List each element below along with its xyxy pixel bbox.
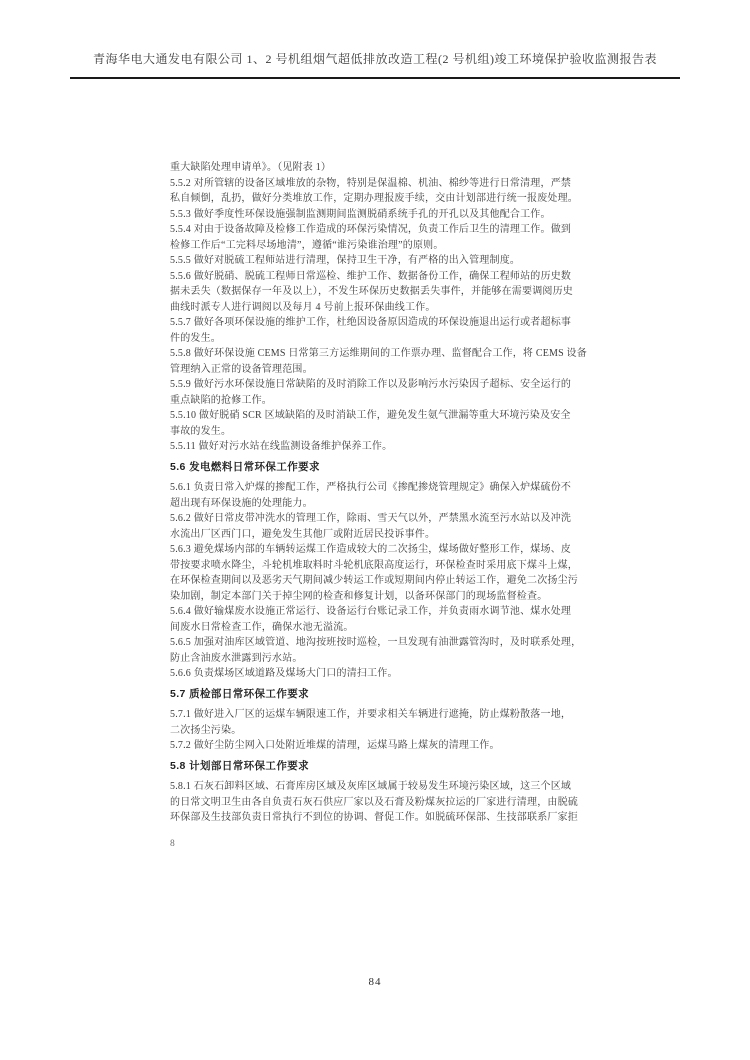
text-line: 件的发生。 — [170, 332, 221, 344]
text-line: 5.5.7 做好各项环保设施的维护工作，杜绝因设备原因造成的环保设施退出运行或者超标事 — [170, 317, 572, 328]
text-line: 5.5.4 对由于设备故障及检修工作造成的环保污染情况，负责工作后卫生的清理工作。做到 — [170, 224, 572, 235]
footnote-number: 8 — [170, 838, 175, 849]
text-line: 检修工作后“工完料尽场地清”，遵循“谁污染谁治理”的原则。 — [170, 239, 444, 251]
text-line: 5.5.5 做好对脱硫工程师站进行清理，保持卫生干净，有严格的出入管理制度。 — [170, 255, 521, 266]
section-heading: 5.8 计划部日常环保工作要求 — [170, 759, 310, 772]
text-line: 5.6.2 做好日常皮带冲洗水的管理工作，除雨、雪天气以外，严禁黑水流至污水站以及冲洗 — [170, 513, 572, 524]
page-header — [70, 50, 680, 67]
text-line: 水流出厂区西门口，避免发生其他厂或附近居民投诉事件。 — [170, 528, 436, 540]
text-line: 5.6.3 避免煤场内部的车辆转运煤工作造成较大的二次扬尘，煤场做好整形工作，煤场、皮 — [170, 544, 572, 555]
text-line: 5.5.11 做好对污水站在线监测设备维护保养工作。 — [170, 441, 393, 452]
text-line: 重大缺陷处理申请单》。（见附表 1） — [170, 162, 332, 173]
text-line: 5.7.1 做好进入厂区的运煤车辆限速工作，并要求相关车辆进行遮掩，防止煤粉散落一地， — [170, 709, 572, 720]
text-line: 5.5.10 做好脱硝 SCR 区域缺陷的及时消缺工作，避免发生氨气泄漏等重大环境污染及安全 — [170, 410, 571, 421]
header-rule — [70, 77, 680, 79]
text-line: 5.6.6 负责煤场区域道路及煤场大门口的清扫工作。 — [170, 668, 398, 679]
text-line: 5.6.5 加强对油库区域管道、地沟按班按时巡检，一旦发现有油泄露管沟时，及时联系处理， — [170, 637, 582, 648]
section-heading: 5.6 发电燃料日常环保工作要求 — [170, 460, 320, 473]
text-line: 在环保检查期间以及恶劣天气期间减少转运工作或短期间内停止转运工作，避免二次扬尘污 — [170, 575, 578, 586]
text-line: 染加剧，制定本部门关于掉尘网的检查和修复计划，以备环保部门的现场监督检查。 — [170, 590, 548, 602]
document-body — [170, 160, 585, 849]
text-line: 5.6.4 做好输煤废水设施正常运行、设备运行台账记录工作，并负责雨水调节池、煤水处理 — [170, 606, 572, 617]
text-line: 5.5.6 做好脱硝、脱硫工程师日常巡检、维护工作、数据备份工作，确保工程师站的历史数 — [170, 270, 572, 282]
text-line: 5.5.9 做好污水环保设施日常缺陷的及时消除工作以及影响污水污染因子超标、安全运行的 — [170, 379, 572, 390]
text-line: 带按要求喷水降尘，斗轮机堆取料时斗轮机底限高度运行，环保检查时采用底下煤斗上煤， — [170, 559, 578, 571]
text-line: 环保部及生技部负责日常执行不到位的协调、督促工作。如脱硫环保部、生技部联系厂家拒 — [170, 812, 578, 823]
text-line: 5.8.1 石灰石卸料区域、石膏库房区域及灰库区域属于较易发生环境污染区域，这三个区域 — [170, 781, 572, 792]
text-line: 重点缺陷的抢修工作。 — [170, 394, 272, 406]
text-line: 5.7.2 做好尘防尘网入口处附近堆煤的清理，运煤马路上煤灰的清理工作。 — [170, 740, 500, 751]
text-line: 据未丢失（数据保存一年及以上），不发生环保历史数据丢失事件，并能够在需要调阅历史 — [170, 286, 573, 297]
text-line: 超出现有环保设施的处理能力。 — [170, 497, 313, 509]
text-line: 曲线时派专人进行调阅以及每月 4 号前上报环保曲线工作。 — [170, 301, 436, 313]
page-footer — [0, 972, 750, 990]
text-line: 5.6.1 负责日常入炉煤的掺配工作，严格执行公司《掺配掺烧管理规定》确保入炉煤硫份不 — [170, 482, 572, 493]
text-line: 5.5.3 做好季度性环保设施强制监测期间监测脱硝系统手孔的开孔以及其他配合工作。 — [170, 208, 551, 220]
section-heading: 5.7 质检部日常环保工作要求 — [170, 687, 310, 700]
text-line: 管理纳入正常的设备管理范围。 — [170, 363, 313, 375]
text-line: 防止含油废水泄露到污水站。 — [170, 652, 303, 664]
text-line: 5.5.2 对所管辖的设备区域堆放的杂物，特别是保温棉、机油、棉纱等进行日常清理，严禁 — [170, 177, 572, 189]
text-line: 私自倾倒，乱扔，做好分类堆放工作，定期办理报废手续，交由计划部进行统一报废处理。 — [170, 193, 578, 204]
header-title: 青海华电大通发电有限公司 1、2 号机组烟气超低排放改造工程(2 号机组)竣工环境保护验收监测报告表 — [93, 52, 657, 66]
text-line: 事故的发生。 — [170, 425, 232, 437]
text-line: 5.5.8 做好环保设施 CEMS 日常第三方运维期间的工作票办理、监督配合工作，将 CEMS 设备 — [170, 348, 587, 359]
text-line: 间废水日常检查工作，确保水池无溢流。 — [170, 621, 354, 633]
page-number: 84 — [368, 976, 382, 988]
text-line: 二次扬尘污染。 — [170, 724, 242, 736]
text-line: 的日常文明卫生由各自负责石灰石供应厂家以及石膏及粉煤灰拉运的厂家进行清理，由脱硫 — [170, 796, 578, 808]
